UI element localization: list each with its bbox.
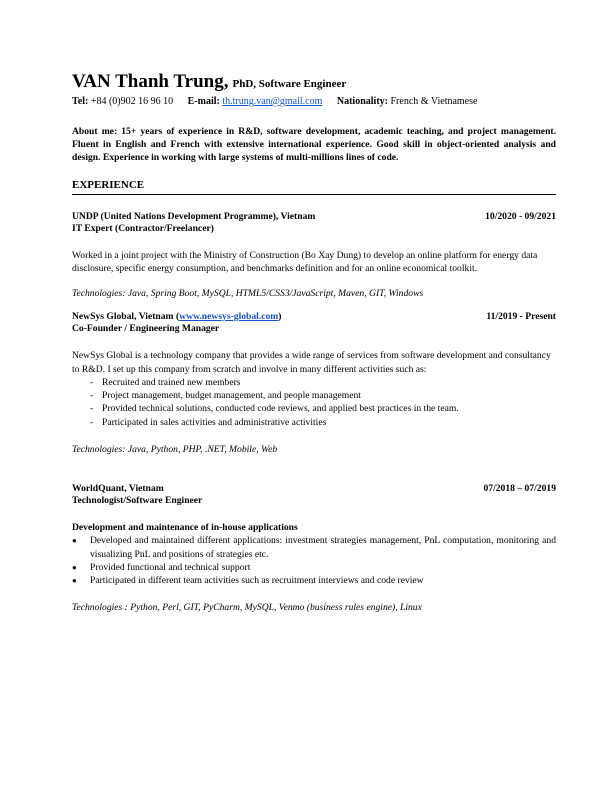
list-item: - Participated in sales activities and administrative activities <box>72 416 556 429</box>
job-bullet-list <box>72 376 556 429</box>
contact-line <box>72 95 556 108</box>
list-item: - Provided technical solutions, conducted code reviews, and applied best practices in the team. <box>72 402 556 415</box>
job-subheading: Development and maintenance of in-house applications <box>72 521 298 533</box>
job-dates: 07/2018 – 07/2019 <box>483 482 556 494</box>
email-label: E-mail: <box>187 96 220 107</box>
list-item: ● Developed and maintained different applications: investment strategies management, PnL computation, monitoring and visualizing PnL and positions of strategies etc. <box>72 534 556 561</box>
email-link[interactable]: th.trung.van@gmail.com <box>222 96 323 107</box>
job-worldquant <box>72 483 556 614</box>
header-name-line <box>72 72 556 94</box>
job-technologies: Technologies: Java, Spring Boot, MySQL, HTML5/CSS3/JavaScript, Maven, GIT, Windows <box>72 288 424 300</box>
job-undp <box>72 211 556 301</box>
job-dates: 10/2020 - 09/2021 <box>485 210 556 222</box>
nationality-value: French & Vietnamese <box>390 96 478 107</box>
job-bullet-list <box>72 534 556 587</box>
candidate-name: VAN Thanh Trung, <box>72 71 229 92</box>
job-company-prefix: NewSys Global, Vietnam ( <box>72 311 180 323</box>
list-item: ● Participated in different team activities such as recruitment interviews and code review <box>72 574 556 587</box>
list-item: ● Provided functional and technical support <box>72 561 556 574</box>
tel-value: +84 (0)902 16 96 10 <box>90 96 174 107</box>
job-newsys <box>72 311 556 456</box>
resume-page <box>72 72 556 614</box>
job-company-suffix: ) <box>278 311 282 323</box>
job-company: UNDP (United Nations Development Programme), Vietnam <box>72 210 316 222</box>
job-technologies: Technologies : Python, Perl, GIT, PyCharm, MySQL, Venmo (business rules engine), Linux <box>72 602 422 614</box>
company-website-link[interactable]: www.newsys-global.com <box>179 311 279 323</box>
job-role: Technologist/Software Engineer <box>72 494 203 506</box>
job-technologies: Technologies: Java, Python, PHP, .NET, Mobile, Web <box>72 443 278 455</box>
job-dates: 11/2019 - Present <box>486 311 556 323</box>
list-item: - Recruited and trained new members <box>72 376 556 389</box>
list-item: - Project management, budget management, and people management <box>72 389 556 402</box>
about-me: About me: 15+ years of experience in R&D, software development, academic teaching, and project management. Fluent in English and French with extensive international experience. Good skill in object-oriented analysis and design. Experience in working with large systems of multi-millions lines of code. <box>72 126 556 164</box>
candidate-title: PhD, Software Engineer <box>232 78 347 90</box>
job-role: IT Expert (Contractor/Freelancer) <box>72 222 214 234</box>
job-company: WorldQuant, Vietnam <box>72 482 164 494</box>
tel-label: Tel: <box>72 96 89 107</box>
job-role: Co-Founder / Engineering Manager <box>72 323 220 335</box>
job-header <box>72 211 556 223</box>
job-header <box>72 311 556 323</box>
job-description: NewSys Global is a technology company that provides a wide range of services from software development and consultancy to R&D. I set up this company from scratch and involve in many different activities such as: <box>72 350 551 375</box>
job-company <box>72 311 281 323</box>
experience-section-title: EXPERIENCE <box>72 179 556 195</box>
nationality-label: Nationality: <box>336 96 388 107</box>
job-header <box>72 483 556 495</box>
job-description: Worked in a joint project with the Ministry of Construction (Bo Xay Dung) to develop an online platform for energy data disclosure, specific energy consumption, and benchmarks definition and for an online economical toolkit. <box>72 249 538 274</box>
